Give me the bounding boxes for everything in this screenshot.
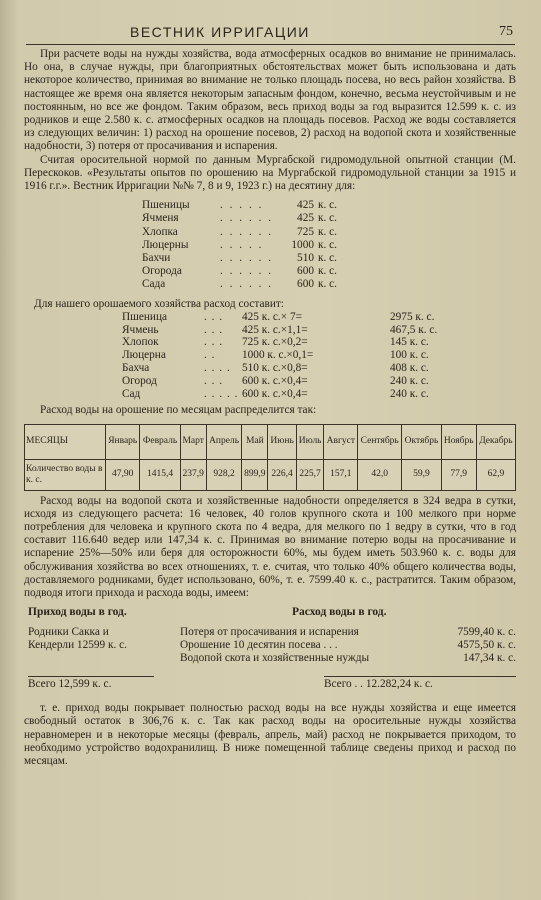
norm-value: 1000 (291, 238, 314, 251)
norm-value: 600 (297, 278, 314, 291)
expense-label: Орошение 10 десятин посева . . . (180, 639, 338, 652)
water-consumption-calc (122, 311, 516, 401)
crop-name: Люцерна (122, 349, 166, 362)
journal-title: ВЕСТНИК ИРРИГАЦИИ (130, 24, 310, 40)
month-value: 237,9 (180, 459, 206, 490)
paragraph-5: Расход воды на водопой скота и хозяйственные надобности определяется в 324 ведра в сутки, исходя из следующего расчета: 16 человек, 40 голов крупного скота и 100 мелкого при норме потребления для человека и крупного скота по 4 ведра, для мелкого по 1 ведру в сутки, что в год составит 116.640 ведер или 147,34 к. с. Принимая во внимание потерю воды на просачивание и испарение 25%—50% или беря для осторожности 60%, мы будем иметь 503.960 к. с. воды для обслуживания хозяйства во всех отношениях, т. е. считая, что только 40% общего количества воды, доставляемого родниками, будет использовано, 60%, т. е. 7599.40 к. с., растратится. Таким образом, подводя итоги прихода и расхода воды, имеем: (24, 494, 516, 599)
expense-header: Расход воды в год. (292, 606, 387, 619)
month-value: 157,1 (324, 459, 358, 490)
calc-expression: 425 к. с.×1,1= (242, 323, 308, 336)
calc-result: 240 к. с. (390, 387, 429, 400)
paragraph-4: Расход воды на орошение по месяцам распределится так: (40, 404, 317, 417)
leader-dots: . . . . . . (220, 251, 274, 264)
month-value: 77,9 (441, 459, 476, 490)
norm-row (142, 199, 516, 212)
calc-result: 100 к. с. (390, 349, 429, 362)
paragraph-6: т. е. приход воды покрывает полностью расход воды на все нужды хозяйства и еще имеется свободный остаток в 306,76 к. с. Так как расход воды на оросительные нужды хозяйства неравномерен и в некоторые месяцы (февраль, апрель, май) расход не покрывается приходом, то необходимо устройство водохранилищ. В ниже помещенной таблице сведены приход и расход по месяцам. (24, 702, 516, 767)
leader-dots: . . . . . (220, 199, 264, 212)
norm-unit: к. с. (318, 225, 337, 238)
paragraph-1: При расчете воды на нужды хозяйства, вода атмосферных осадков во внимание не принималась. Но она, в случае нужды, при благоприятных обстоятельствах может быть использована и дать некоторое количество, принимая во внимание не только площадь посева, но весь район хозяйства. В настоящее же время она является некоторым запасным фондом, конечно, весьма неустойчивым и не постоянным, но все же фондом. Таким образом, весь приход воды за год выразится 12.599 к. с. из родников и еще 2.580 к. с. атмосферных осадков на площадь посевов. Расход же воды составляется из следующих величин: 1) расход на орошение посевов, 2) расход на водопой скота и хозяйственные надобности, 3) потеря от просачивания и испарения. (24, 48, 516, 153)
month-header: Январь (106, 424, 140, 459)
month-header: Апрель (206, 424, 241, 459)
expense-row (180, 639, 516, 652)
paragraph-3: Для нашего орошаемого хозяйства расход составит: (34, 297, 284, 310)
expense-value: 4575,50 к. с. (457, 639, 516, 652)
leader-dots: . . . . . . (220, 225, 274, 238)
month-value: 899,9 (242, 459, 268, 490)
calc-row (122, 311, 516, 324)
paragraph-2: Считая оросительной нормой по данным Мургабской гидромодульной опытной станции (М. Перескоков. «Результаты опытов по орошению на Мургабской гидромодульной станции за 1915 и 1916 г.г.». Вестник Ирригации №№ 7, 8 и 9, 1923 г.) на десятину для: (24, 153, 516, 193)
norm-unit: к. с. (318, 212, 337, 225)
crop-name: Хлопка (142, 225, 178, 238)
crop-name: Огород (122, 374, 157, 387)
month-value: 47,90 (106, 459, 140, 490)
leader-dots: . . . . . . (220, 278, 274, 291)
crop-name: Люцерны (142, 238, 189, 251)
norm-row (142, 226, 516, 239)
crop-name: Сад (122, 387, 141, 400)
water-balance-summary (24, 606, 516, 702)
norm-row (142, 239, 516, 252)
crop-name: Хлопок (122, 336, 159, 349)
norm-unit: к. с. (318, 199, 337, 212)
calc-result: 145 к. с. (390, 336, 429, 349)
leader-dots: . . . . . . (220, 265, 274, 278)
calc-row (122, 336, 516, 349)
leader-dots: . . . (204, 310, 224, 323)
month-header: Май (242, 424, 268, 459)
month-value: 928,2 (206, 459, 241, 490)
month-value: 225,7 (296, 459, 324, 490)
leader-dots: . . . . . . (220, 212, 274, 225)
month-header: Июль (296, 424, 324, 459)
crop-name: Сада (142, 278, 166, 291)
crop-name: Пшеницы (142, 199, 190, 212)
expense-total: Всего . . 12.282,24 к. с. (324, 676, 516, 691)
calc-expression: 510 к. с.×0,8= (242, 361, 308, 374)
norm-value: 425 (297, 199, 314, 212)
income-line: Родники Сакка и (28, 626, 109, 639)
calc-row (122, 375, 516, 388)
income-header: Приход воды в год. (28, 606, 127, 619)
month-header: Ноябрь (441, 424, 476, 459)
calc-expression: 600 к. с.×0,4= (242, 387, 308, 400)
crop-name: Бахчи (142, 251, 171, 264)
months-header: МЕСЯЦЫ (25, 424, 106, 459)
norm-value: 600 (297, 265, 314, 278)
norm-row (142, 252, 516, 265)
calc-expression: 600 к. с.×0,4= (242, 374, 308, 387)
water-quantity-label: Количество воды в к. с. (25, 459, 106, 490)
income-total: Всего 12,599 к. с. (28, 676, 154, 691)
calc-row (122, 349, 516, 362)
month-value: 42,0 (358, 459, 402, 490)
leader-dots: . . . (204, 336, 224, 349)
calc-result: 240 к. с. (390, 374, 429, 387)
calc-row (122, 324, 516, 337)
month-value: 1415,4 (140, 459, 180, 490)
month-value: 62,9 (476, 459, 515, 490)
monthly-water-table (24, 424, 516, 491)
calc-expression: 725 к. с.×0,2= (242, 336, 308, 349)
norm-value: 510 (297, 251, 314, 264)
crop-name: Пшеница (122, 310, 168, 323)
leader-dots: . . . (204, 374, 224, 387)
income-line: Кендерли 12599 к. с. (28, 639, 127, 652)
calc-result: 408 к. с. (390, 361, 429, 374)
month-header: Февраль (140, 424, 180, 459)
month-header: Декабрь (476, 424, 515, 459)
norm-value: 425 (297, 212, 314, 225)
calc-result: 2975 к. с. (390, 310, 435, 323)
page-header (26, 22, 515, 45)
norm-value: 725 (297, 225, 314, 238)
leader-dots: . . (204, 349, 216, 362)
crop-name: Бахча (122, 361, 150, 374)
expense-list (180, 626, 516, 665)
crop-name: Ячменя (142, 212, 179, 225)
month-header: Октябрь (402, 424, 441, 459)
expense-value: 147,34 к. с. (463, 652, 516, 665)
page-body (24, 48, 516, 768)
norm-unit: к. с. (318, 265, 337, 278)
income-list (28, 626, 158, 652)
norm-row (142, 212, 516, 225)
month-value: 59,9 (402, 459, 441, 490)
calc-result: 467,5 к. с. (390, 323, 438, 336)
expense-label: Потеря от просачивания и испарения (180, 626, 359, 639)
expense-label: Водопой скота и хозяйственные нужды (180, 652, 370, 665)
page-number: 75 (499, 24, 513, 39)
month-header: Июнь (268, 424, 296, 459)
leader-dots: . . . . . (220, 238, 264, 251)
norm-row (142, 278, 516, 291)
month-header: Сентябрь (358, 424, 402, 459)
norm-unit: к. с. (318, 278, 337, 291)
leader-dots: . . . (204, 323, 224, 336)
expense-row (180, 626, 516, 639)
expense-value: 7599,40 к. с. (457, 626, 516, 639)
month-header: Март (180, 424, 206, 459)
norm-row (142, 265, 516, 278)
norm-unit: к. с. (318, 238, 337, 251)
leader-dots: . . . . . (204, 387, 239, 400)
calc-expression: 425 к. с.× 7= (242, 310, 302, 323)
calc-row (122, 362, 516, 375)
crop-name: Ячмень (122, 323, 159, 336)
month-header: Август (324, 424, 358, 459)
calc-row (122, 388, 516, 401)
irrigation-norms-list (142, 199, 516, 291)
calc-expression: 1000 к. с.×0,1= (242, 349, 314, 362)
leader-dots: . . . . (204, 361, 231, 374)
crop-name: Огорода (142, 265, 182, 278)
norm-unit: к. с. (318, 251, 337, 264)
expense-row (180, 652, 516, 665)
month-value: 226,4 (268, 459, 296, 490)
